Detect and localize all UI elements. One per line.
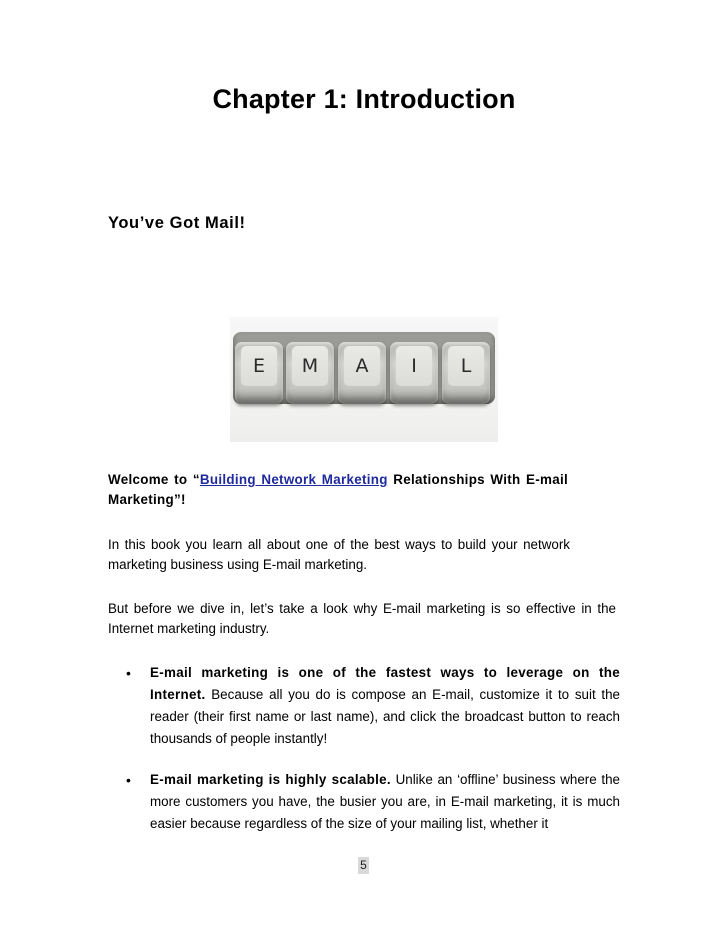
bullet-icon: • bbox=[126, 665, 131, 681]
key-l bbox=[442, 342, 490, 404]
welcome-prefix: Welcome to “ bbox=[108, 472, 200, 487]
key-label: L bbox=[448, 346, 484, 386]
bullet-icon: • bbox=[126, 772, 131, 788]
key-i bbox=[390, 342, 438, 404]
chapter-title: Chapter 1: Introduction bbox=[212, 84, 516, 114]
key-label: A bbox=[344, 346, 380, 386]
key-label: M bbox=[292, 346, 328, 386]
key-a bbox=[338, 342, 386, 404]
email-keys-image bbox=[230, 317, 498, 442]
key-label: E bbox=[241, 346, 277, 386]
section-heading: You’ve Got Mail! bbox=[108, 214, 246, 232]
welcome-paragraph bbox=[108, 470, 568, 510]
page-number: 5 bbox=[358, 857, 369, 874]
list-item bbox=[126, 662, 620, 750]
intro-paragraph: In this book you learn all about one of the best ways to build your network marketing business using E-mail marketing. bbox=[108, 537, 570, 572]
bullet-bold-text: E-mail marketing is highly scalable. bbox=[150, 772, 391, 787]
keyboard-base bbox=[233, 332, 495, 404]
before-paragraph: But before we dive in, let’s take a look why E-mail marketing is so effective in the Internet marketing industry. bbox=[108, 601, 616, 636]
welcome-suffix: Relationships With E-mail Marketing”! bbox=[108, 472, 569, 507]
book-title-link[interactable]: Building Network Marketing bbox=[199, 472, 388, 487]
bullet-text: Because all you do is compose an E-mail, customize it to suit the reader (their first name or last name), and click the broadcast button to reach thousands of people instantly! bbox=[150, 687, 620, 746]
key-m bbox=[286, 342, 334, 404]
list-item bbox=[126, 769, 620, 835]
bullet-text: Unlike an ‘offline’ business where the more customers you have, the busier you are, in E-mail marketing, it is much easier because regardless of the size of your mailing list, whether it bbox=[150, 772, 620, 831]
key-label: I bbox=[396, 346, 432, 386]
bullet-bold-text: E-mail marketing is one of the fastest ways to leverage on the Internet. bbox=[150, 665, 620, 702]
key-e bbox=[235, 342, 283, 404]
